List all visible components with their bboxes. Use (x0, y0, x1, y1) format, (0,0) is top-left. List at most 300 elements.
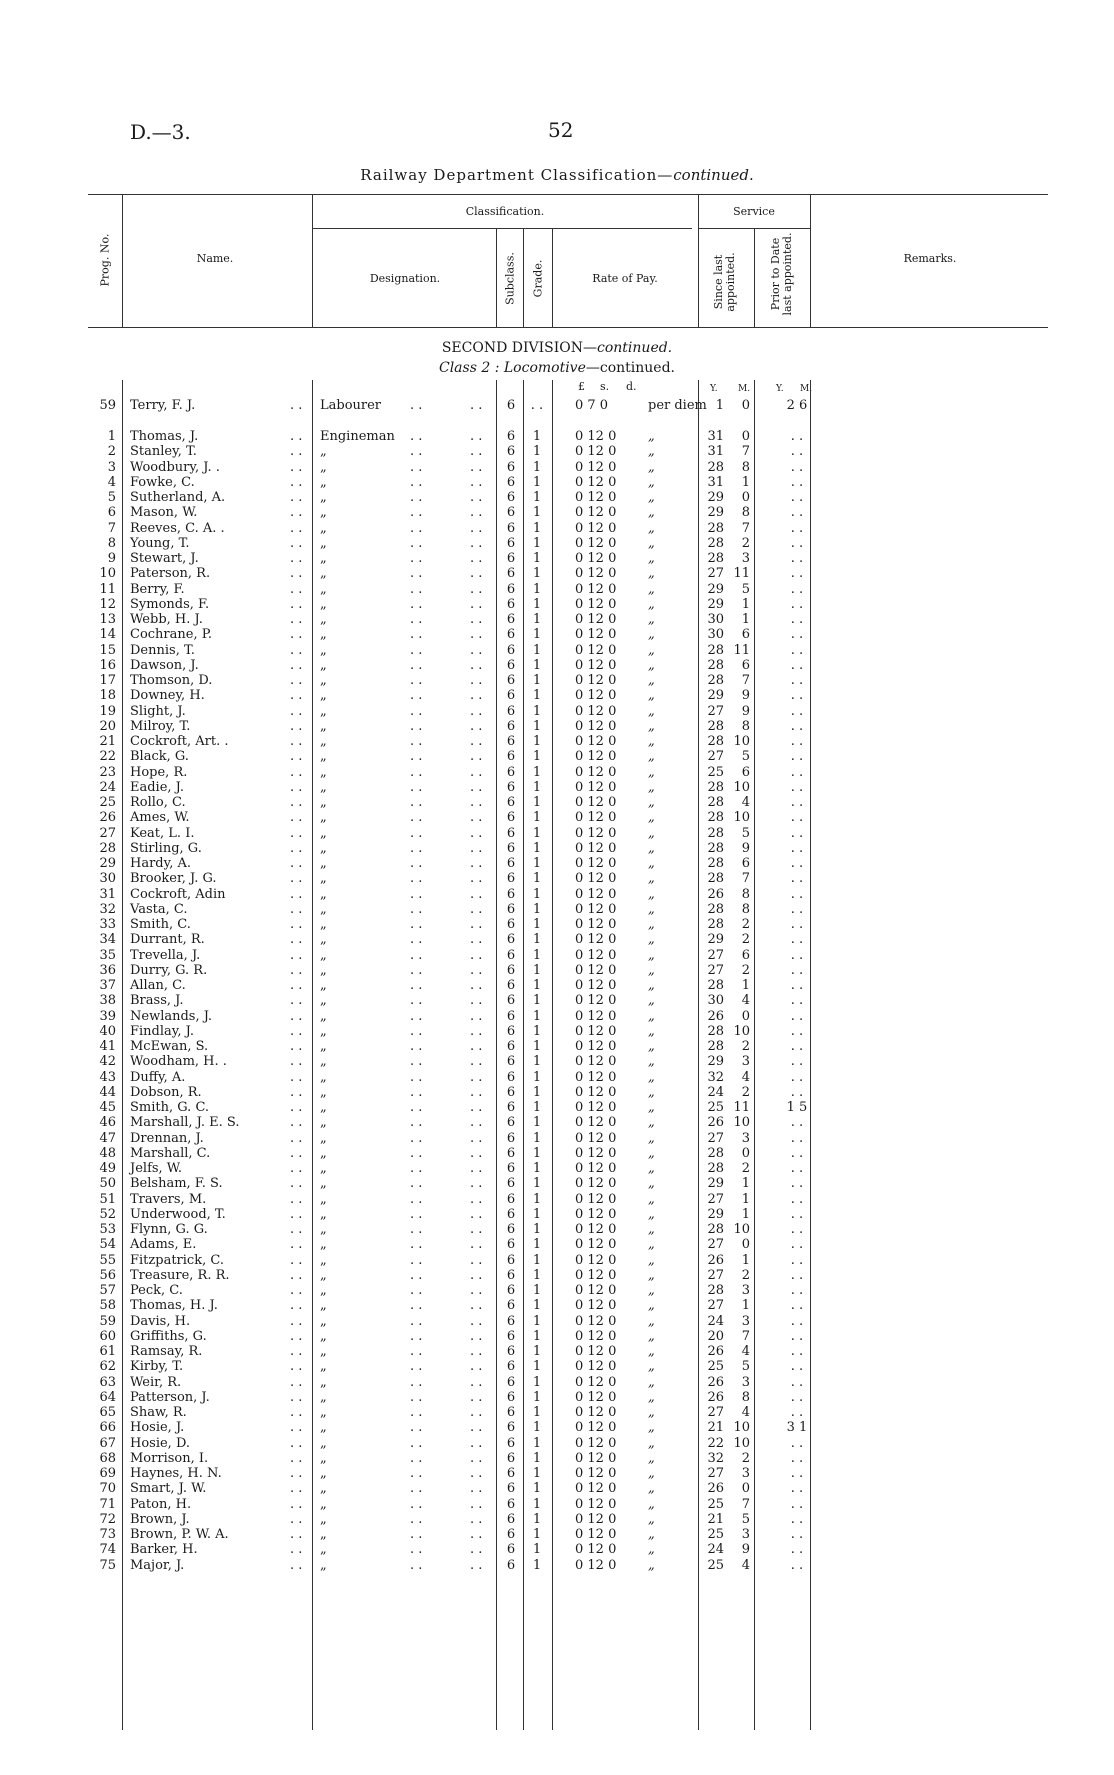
row-subclass: 6 (506, 1496, 516, 1512)
table-row (0, 1283, 1114, 1298)
row-years: 26 (707, 1481, 724, 1497)
table-row (0, 978, 1114, 993)
row-number: 54 (99, 1237, 116, 1253)
row-number: 31 (99, 886, 116, 902)
row-grade: 1 (532, 810, 542, 826)
row-pay-unit: „ (648, 1344, 655, 1359)
leader-dots: . . (410, 1222, 423, 1237)
row-designation: „ (320, 520, 327, 536)
row-pay: 0 12 0 (575, 1054, 617, 1070)
row-years: 25 (707, 1359, 724, 1375)
row-years: 21 (707, 1420, 724, 1436)
row-number: 56 (99, 1267, 116, 1283)
row-pay-unit: „ (648, 1054, 655, 1070)
leader-dots: . . (290, 1511, 303, 1527)
row-months: 3 (741, 1466, 750, 1481)
row-pay: 0 12 0 (575, 1115, 617, 1131)
row-prior-service: . . (790, 444, 804, 460)
leader-dots: . . (410, 551, 423, 566)
row-pay: 0 12 0 (575, 1283, 617, 1298)
leader-dots: . . (410, 1161, 423, 1176)
row-pay-unit: „ (648, 1008, 655, 1024)
row-years: 28 (707, 871, 724, 887)
leader-dots: . . (470, 1298, 483, 1314)
leader-dots: . . (290, 1481, 303, 1497)
table-row (0, 1451, 1114, 1466)
row-pay-unit: „ (648, 856, 655, 871)
row-pay-unit: „ (648, 779, 655, 795)
leader-dots: . . (410, 398, 423, 413)
row-pay: 0 12 0 (575, 1328, 617, 1344)
row-pay-unit: „ (648, 1267, 655, 1283)
table-top-rule (88, 194, 1048, 195)
leader-dots: . . (290, 978, 303, 993)
row-prior-service: . . (790, 1328, 804, 1344)
leader-dots: . . (470, 520, 483, 536)
table-row (0, 1192, 1114, 1207)
row-number: 28 (99, 840, 116, 856)
row-pay-unit: „ (648, 749, 655, 765)
row-name: Eadie, J. (130, 779, 185, 795)
row-name: Vasta, C. (130, 901, 188, 917)
row-number: 20 (99, 718, 116, 734)
row-number: 8 (107, 535, 116, 551)
leader-dots: . . (470, 810, 483, 826)
leader-dots: . . (470, 1130, 483, 1146)
row-grade: 1 (532, 871, 542, 887)
row-grade: 1 (532, 1466, 542, 1481)
row-subclass: 6 (506, 1557, 516, 1573)
header-designation: Designation. (369, 272, 441, 285)
row-subclass: 6 (506, 1039, 516, 1054)
leader-dots: . . (290, 1450, 303, 1466)
leader-dots: . . (290, 1527, 303, 1542)
row-name: Morrison, I. (130, 1450, 209, 1466)
row-years: 28 (707, 810, 724, 826)
leader-dots: . . (410, 1283, 423, 1298)
leader-dots: . . (470, 1359, 483, 1375)
row-name: Shaw, R. (130, 1405, 187, 1420)
table-row (0, 673, 1114, 688)
leader-dots: . . (410, 1008, 423, 1024)
row-name: Allan, C. (130, 978, 186, 993)
row-prior-service: . . (790, 703, 804, 719)
table-row (0, 734, 1114, 749)
col-divider (552, 228, 553, 327)
row-years: 28 (707, 657, 724, 673)
row-pay-unit: „ (648, 1496, 655, 1512)
row-designation: „ (320, 1450, 327, 1466)
leader-dots: . . (290, 551, 303, 566)
leader-dots: . . (410, 1527, 423, 1542)
row-subclass: 6 (506, 1161, 516, 1176)
row-designation: „ (320, 1130, 327, 1146)
table-row (0, 505, 1114, 520)
row-grade: 1 (532, 840, 542, 856)
row-prior-service: . . (790, 1145, 804, 1161)
row-number: 14 (99, 627, 116, 643)
row-grade: 1 (532, 947, 542, 963)
row-months: 0 (741, 398, 750, 413)
col-divider (810, 194, 811, 327)
leader-dots: . . (470, 764, 483, 780)
table-row (0, 398, 1114, 413)
row-number: 19 (99, 703, 116, 719)
leader-dots: . . (410, 764, 423, 780)
row-name: Treasure, R. R. (130, 1267, 230, 1283)
row-designation: Labourer (320, 398, 382, 413)
row-pay: 0 12 0 (575, 1008, 617, 1024)
row-designation: „ (320, 1359, 327, 1375)
row-months: 6 (741, 764, 750, 780)
row-subclass: 6 (506, 856, 516, 871)
row-name: Young, T. (130, 535, 190, 551)
leader-dots: . . (410, 1328, 423, 1344)
leader-dots: . . (290, 627, 303, 643)
leader-dots: . . (470, 1313, 483, 1329)
row-pay-unit: „ (648, 840, 655, 856)
leader-dots: . . (470, 566, 483, 582)
row-years: 28 (707, 1145, 724, 1161)
leader-dots: . . (290, 642, 303, 658)
table-row (0, 566, 1114, 581)
row-pay-unit: „ (648, 1130, 655, 1146)
row-months: 6 (741, 657, 750, 673)
row-prior-service: . . (790, 779, 804, 795)
row-number: 69 (99, 1466, 116, 1481)
row-pay-unit: „ (648, 901, 655, 917)
row-prior-service: . . (790, 1435, 804, 1451)
row-subclass: 6 (506, 596, 516, 612)
row-subclass: 6 (506, 947, 516, 963)
table-row (0, 902, 1114, 917)
row-number: 34 (99, 932, 116, 948)
row-number: 75 (99, 1557, 116, 1573)
row-subclass: 6 (506, 581, 516, 597)
row-grade: 1 (532, 520, 542, 536)
row-months: 7 (741, 1496, 750, 1512)
row-months: 2 (741, 962, 750, 978)
row-designation: „ (320, 1389, 327, 1405)
row-months: 3 (741, 1283, 750, 1298)
row-pay: 0 12 0 (575, 612, 617, 627)
row-pay-unit: „ (648, 886, 655, 902)
row-name: Fowke, C. (130, 474, 195, 490)
row-prior-service: . . (790, 1496, 804, 1512)
row-designation: „ (320, 1481, 327, 1497)
row-name: Peck, C. (130, 1283, 183, 1298)
row-subclass: 6 (506, 1527, 516, 1542)
leader-dots: . . (410, 749, 423, 765)
leader-dots: . . (470, 673, 483, 688)
row-grade: 1 (532, 734, 542, 749)
leader-dots: . . (290, 566, 303, 582)
leader-dots: . . (290, 917, 303, 932)
row-months: 8 (741, 459, 750, 475)
row-pay: 0 12 0 (575, 535, 617, 551)
row-designation: „ (320, 1039, 327, 1054)
row-months: 3 (741, 551, 750, 566)
row-months: 1 (741, 596, 750, 612)
row-number: 45 (99, 1100, 116, 1115)
row-designation: „ (320, 612, 327, 627)
row-name: Belsham, F. S. (130, 1176, 223, 1192)
row-name: Ramsay, R. (130, 1344, 203, 1359)
leader-dots: . . (410, 947, 423, 963)
row-pay-unit: „ (648, 688, 655, 704)
row-designation: „ (320, 1145, 327, 1161)
row-pay: 0 12 0 (575, 459, 617, 475)
row-subclass: 6 (506, 1100, 516, 1115)
row-pay-unit: „ (648, 962, 655, 978)
row-months: 3 (741, 1313, 750, 1329)
row-pay: 0 12 0 (575, 901, 617, 917)
row-years: 27 (707, 1267, 724, 1283)
row-grade: 1 (532, 901, 542, 917)
row-prior-service: . . (790, 1313, 804, 1329)
leader-dots: . . (470, 1420, 483, 1436)
row-designation: „ (320, 901, 327, 917)
row-months: 0 (741, 1237, 750, 1253)
row-grade: 1 (532, 627, 542, 643)
row-designation: Engineman (320, 429, 395, 444)
row-designation: „ (320, 1542, 327, 1558)
row-months: 7 (741, 1328, 750, 1344)
leader-dots: . . (290, 1542, 303, 1558)
row-years: 25 (707, 1496, 724, 1512)
row-pay: 0 12 0 (575, 688, 617, 704)
table-row (0, 1115, 1114, 1130)
row-years: 26 (707, 1389, 724, 1405)
table-row (0, 932, 1114, 947)
row-prior-service: . . (790, 1267, 804, 1283)
row-pay-unit: „ (648, 1328, 655, 1344)
leader-dots: . . (290, 1344, 303, 1359)
row-pay: 0 12 0 (575, 520, 617, 536)
leader-dots: . . (290, 1435, 303, 1451)
leader-dots: . . (410, 535, 423, 551)
row-pay-unit: „ (648, 520, 655, 536)
row-grade: 1 (532, 1405, 542, 1420)
leader-dots: . . (470, 1481, 483, 1497)
row-prior-service: . . (790, 490, 804, 505)
leader-dots: . . (410, 1206, 423, 1222)
row-designation: „ (320, 1115, 327, 1131)
row-name: Downey, H. (130, 688, 205, 704)
table-row (0, 658, 1114, 673)
row-pay-unit: „ (648, 505, 655, 521)
leader-dots: . . (290, 1115, 303, 1131)
leader-dots: . . (470, 490, 483, 505)
leader-dots: . . (410, 1374, 423, 1390)
row-number: 38 (99, 993, 116, 1009)
row-prior-service: . . (790, 627, 804, 643)
table-row (0, 1085, 1114, 1100)
row-grade: 1 (532, 1054, 542, 1070)
row-designation: „ (320, 1527, 327, 1542)
row-grade: 1 (532, 703, 542, 719)
row-designation: „ (320, 535, 327, 551)
row-months: 9 (741, 688, 750, 704)
unit-pence: d. (626, 380, 637, 393)
leader-dots: . . (410, 1344, 423, 1359)
row-pay-unit: „ (648, 1420, 655, 1436)
row-years: 28 (707, 520, 724, 536)
row-grade: 1 (532, 1069, 542, 1085)
row-name: Smith, C. (130, 917, 191, 932)
row-designation: „ (320, 779, 327, 795)
row-grade: 1 (532, 1496, 542, 1512)
table-row (0, 1542, 1114, 1557)
row-number: 47 (99, 1130, 116, 1146)
row-pay: 0 12 0 (575, 1344, 617, 1359)
row-months: 4 (741, 795, 750, 810)
table-row (0, 1314, 1114, 1329)
division-heading: SECOND DIVISION—continued. (441, 340, 673, 356)
leader-dots: . . (470, 1557, 483, 1573)
row-number: 60 (99, 1328, 116, 1344)
leader-dots: . . (470, 1405, 483, 1420)
row-designation: „ (320, 1557, 327, 1573)
row-designation: „ (320, 657, 327, 673)
row-number: 15 (99, 642, 116, 658)
row-subclass: 6 (506, 1450, 516, 1466)
row-prior-service: . . (790, 1069, 804, 1085)
row-subclass: 6 (506, 398, 516, 413)
row-years: 29 (707, 932, 724, 948)
row-number: 52 (99, 1206, 116, 1222)
row-pay: 0 12 0 (575, 1222, 617, 1237)
row-pay: 0 12 0 (575, 1420, 617, 1436)
row-pay-unit: „ (648, 1176, 655, 1192)
row-name: Fitzpatrick, C. (130, 1252, 224, 1268)
row-pay: 0 12 0 (575, 1267, 617, 1283)
row-grade: 1 (532, 1359, 542, 1375)
row-prior-service: . . (790, 1222, 804, 1237)
row-prior-service: . . (790, 1115, 804, 1131)
leader-dots: . . (410, 1542, 423, 1558)
row-number: 70 (99, 1481, 116, 1497)
table-row (0, 1497, 1114, 1512)
row-subclass: 6 (506, 1222, 516, 1237)
leader-dots: . . (290, 810, 303, 826)
row-number: 53 (99, 1222, 116, 1237)
leader-dots: . . (410, 1405, 423, 1420)
row-designation: „ (320, 1420, 327, 1436)
leader-dots: . . (470, 1100, 483, 1115)
leader-dots: . . (290, 398, 303, 413)
row-designation: „ (320, 993, 327, 1009)
row-grade: 1 (532, 1481, 542, 1497)
leader-dots: . . (410, 1466, 423, 1481)
table-row (0, 1558, 1114, 1573)
leader-dots: . . (290, 429, 303, 444)
row-prior-service: . . (790, 1237, 804, 1253)
row-grade: 1 (532, 1130, 542, 1146)
row-name: Cochrane, P. (130, 627, 212, 643)
row-years: 30 (707, 627, 724, 643)
row-designation: „ (320, 459, 327, 475)
row-name: Cockroft, Adin (130, 886, 226, 902)
row-subclass: 6 (506, 749, 516, 765)
row-subclass: 6 (506, 612, 516, 627)
row-subclass: 6 (506, 642, 516, 658)
row-months: 7 (741, 871, 750, 887)
leader-dots: . . (470, 1115, 483, 1131)
leader-dots: . . (470, 444, 483, 460)
row-years: 25 (707, 1100, 724, 1115)
row-designation: „ (320, 871, 327, 887)
leader-dots: . . (290, 1054, 303, 1070)
row-grade: 1 (532, 1039, 542, 1054)
leader-dots: . . (290, 1405, 303, 1420)
row-number: 22 (99, 749, 116, 765)
row-years: 29 (707, 688, 724, 704)
table-row (0, 1146, 1114, 1161)
leader-dots: . . (470, 1222, 483, 1237)
row-designation: „ (320, 1405, 327, 1420)
leader-dots: . . (470, 703, 483, 719)
leader-dots: . . (470, 1237, 483, 1253)
row-subclass: 6 (506, 886, 516, 902)
row-number: 26 (99, 810, 116, 826)
row-number: 27 (99, 825, 116, 841)
leader-dots: . . (410, 1389, 423, 1405)
row-pay: 0 12 0 (575, 734, 617, 749)
row-designation: „ (320, 703, 327, 719)
row-name: Haynes, H. N. (130, 1466, 222, 1481)
row-prior-service: . . (790, 1374, 804, 1390)
row-years: 27 (707, 1298, 724, 1314)
leader-dots: . . (410, 1191, 423, 1207)
row-grade: 1 (532, 825, 542, 841)
row-name: Berry, F. (130, 581, 185, 597)
leader-dots: . . (290, 520, 303, 536)
row-subclass: 6 (506, 1191, 516, 1207)
row-designation: „ (320, 1237, 327, 1253)
row-pay-unit: „ (648, 825, 655, 841)
row-pay-unit: „ (648, 1222, 655, 1237)
row-pay-unit: „ (648, 429, 655, 444)
row-subclass: 6 (506, 795, 516, 810)
row-designation: „ (320, 749, 327, 765)
row-prior-service: . . (790, 1283, 804, 1298)
row-number: 29 (99, 856, 116, 871)
row-name: Black, G. (130, 749, 189, 765)
row-prior-service: . . (790, 1008, 804, 1024)
leader-dots: . . (290, 932, 303, 948)
leader-dots: . . (470, 947, 483, 963)
leader-dots: . . (410, 520, 423, 536)
table-row (0, 917, 1114, 932)
row-prior-service: . . (790, 871, 804, 887)
leader-dots: . . (290, 1313, 303, 1329)
row-designation: „ (320, 1283, 327, 1298)
row-years: 20 (707, 1328, 724, 1344)
unit-months: M. (738, 384, 751, 394)
row-grade: 1 (532, 1084, 542, 1100)
row-months: 5 (741, 1511, 750, 1527)
row-grade: 1 (532, 1557, 542, 1573)
row-number: 10 (99, 566, 116, 582)
row-subclass: 6 (506, 1420, 516, 1436)
row-prior-service: . . (790, 688, 804, 704)
row-pay: 0 12 0 (575, 1039, 617, 1054)
leader-dots: . . (410, 1450, 423, 1466)
leader-dots: . . (410, 459, 423, 475)
row-pay-unit: „ (648, 1511, 655, 1527)
leader-dots: . . (410, 1511, 423, 1527)
